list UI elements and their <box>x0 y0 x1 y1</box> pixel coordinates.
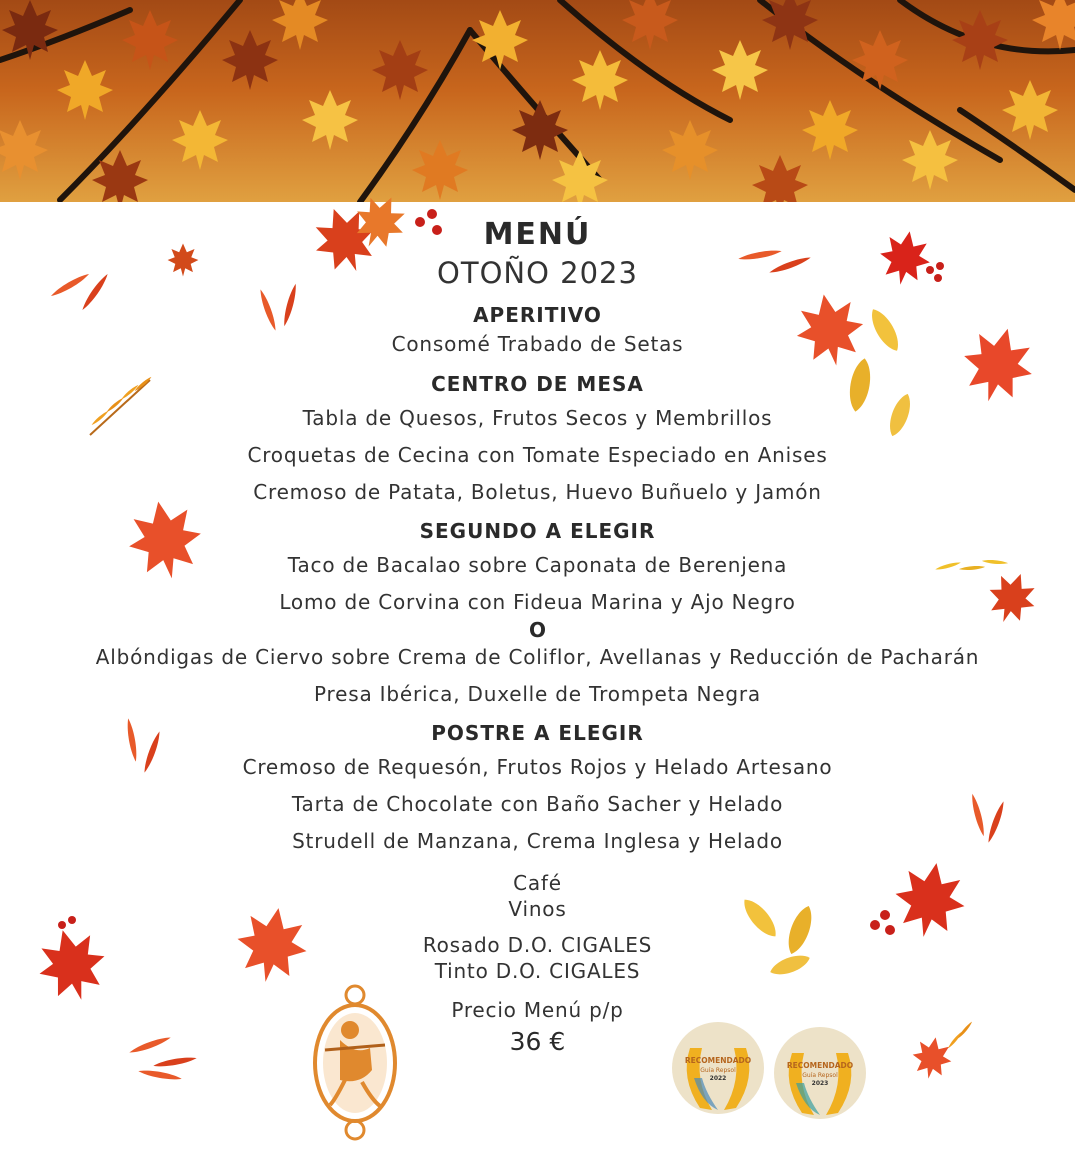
menu-item: Tarta de Chocolate con Baño Sacher y Helado <box>291 792 784 816</box>
menu-item: Cremoso de Patata, Boletus, Huevo Buñuelo y Jamón <box>253 480 822 504</box>
extra-cafe: Café <box>513 871 562 895</box>
section-centro-heading: CENTRO DE MESA <box>431 372 644 396</box>
badge-line1: RECOMENDADO <box>684 1056 752 1065</box>
repsol-badge-2022 <box>672 1022 764 1114</box>
badge-line2: Guía Repsol <box>700 1067 736 1074</box>
menu-item: Consomé Trabado de Setas <box>391 332 684 356</box>
section-aperitivo-heading: APERITIVO <box>473 303 602 327</box>
badge-line2: Guía Repsol <box>802 1072 838 1079</box>
extra-vinos: Vinos <box>508 897 567 921</box>
autumn-leaves-banner <box>0 0 1075 202</box>
guia-repsol-badges <box>672 1018 872 1123</box>
autumn-leaves-banner-art <box>0 0 1075 202</box>
menu-title: MENÚ <box>483 217 592 252</box>
wine-rosado: Rosado D.O. CIGALES <box>422 933 653 957</box>
menu-item: Tabla de Quesos, Frutos Secos y Membrillos <box>302 406 773 430</box>
menu-subtitle: OTOÑO 2023 <box>437 256 638 290</box>
menu-content <box>0 210 1075 1060</box>
wine-tinto: Tinto D.O. CIGALES <box>434 959 641 983</box>
menu-item: Presa Ibérica, Duxelle de Trompeta Negra <box>314 682 761 706</box>
menu-item: Taco de Bacalao sobre Caponata de Berenjena <box>287 553 788 577</box>
menu-item: Lomo de Corvina con Fideua Marina y Ajo Negro <box>279 590 796 614</box>
section-segundo-heading: SEGUNDO A ELEGIR <box>419 519 656 543</box>
menu-item: Strudell de Manzana, Crema Inglesa y Helado <box>292 829 783 853</box>
menu-item: Cremoso de Requesón, Frutos Rojos y Helado Artesano <box>242 755 833 779</box>
repsol-badge-2023 <box>774 1027 866 1119</box>
separator-or: O <box>528 618 546 642</box>
menu-item: Croquetas de Cecina con Tomate Especiado en Anises <box>247 443 828 467</box>
price-label: Precio Menú p/p <box>451 998 624 1022</box>
menu-item: Albóndigas de Ciervo sobre Crema de Coliflor, Avellanas y Reducción de Pacharán <box>95 645 980 669</box>
badge-line3: 2023 <box>811 1080 829 1087</box>
section-postre-heading: POSTRE A ELEGIR <box>431 721 644 745</box>
badge-line3: 2022 <box>709 1075 727 1082</box>
badge-line1: RECOMENDADO <box>786 1061 854 1070</box>
price-value: 36 € <box>509 1027 566 1056</box>
